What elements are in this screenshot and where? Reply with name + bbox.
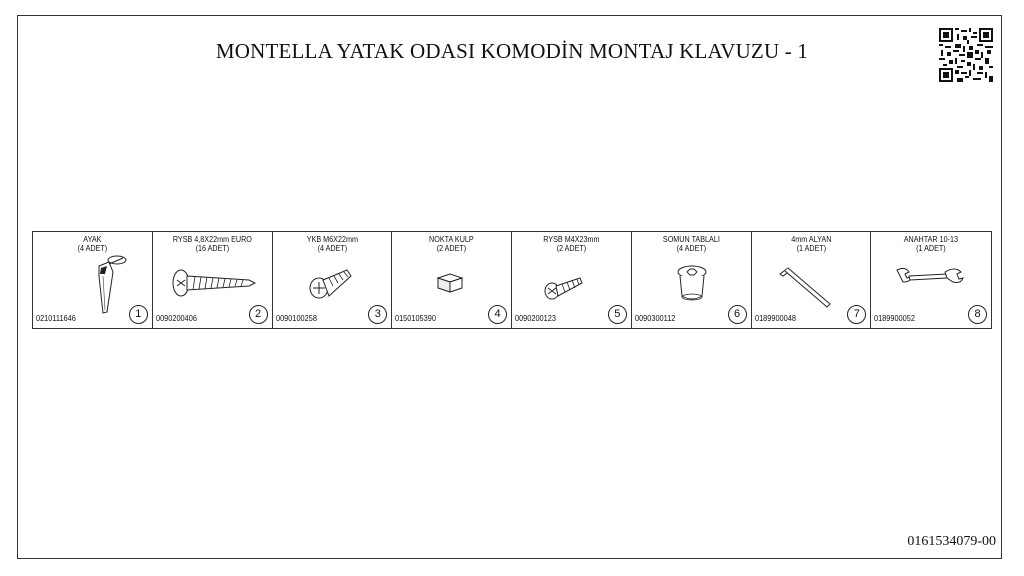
part-code: 0090200123 (515, 314, 556, 323)
part-number-badge: 6 (728, 305, 747, 324)
part-number-badge: 4 (488, 305, 507, 324)
part-cell-3 (273, 232, 393, 328)
part-cell-5 (512, 232, 632, 328)
part-code: 0090100258 (275, 314, 317, 323)
part-label: RYSB M4X23mm (2 ADET) (543, 235, 600, 253)
part-label: RYSB 4,8X22mm EURO (16 ADET) (172, 235, 252, 253)
part-label: AYAK (4 ADET) (77, 235, 108, 253)
part-cell-4 (392, 232, 512, 328)
page-title: MONTELLA YATAK ODASI KOMODİN MONTAJ KLAVUZU - 1 (215, 39, 809, 63)
part-label: NOKTA KULP (2 ADET) (429, 235, 474, 253)
part-number-badge: 5 (608, 305, 627, 324)
part-label: YKB M6X22mm (4 ADET) (306, 235, 358, 253)
parts-list-table (32, 231, 992, 329)
part-number-badge: 8 (968, 305, 987, 324)
part-code: 0150105390 (395, 314, 437, 323)
part-number-badge: 7 (847, 305, 866, 324)
part-cell-8 (871, 232, 991, 328)
part-label: 4mm ALYAN (1 ADET) (790, 235, 831, 253)
part-cell-7 (752, 232, 872, 328)
part-cell-1 (33, 232, 153, 328)
part-cell-6 (632, 232, 752, 328)
part-number-badge: 1 (129, 305, 148, 324)
part-cell-2 (153, 232, 273, 328)
document-code: 0161534079-00 (907, 534, 996, 549)
part-number-badge: 3 (368, 305, 387, 324)
part-code: 0189900052 (874, 314, 916, 323)
part-label: ANAHTAR 10-13 (1 ADET) (903, 235, 959, 253)
part-label: SOMUN TABLALI (4 ADET) (662, 235, 720, 253)
qr-code-icon (939, 28, 993, 82)
part-code: 0090300112 (634, 314, 676, 323)
part-code: 0210111646 (36, 314, 76, 323)
part-code: 0189900048 (754, 314, 796, 323)
part-number-badge: 2 (249, 305, 268, 324)
part-code: 0090200406 (155, 314, 197, 323)
